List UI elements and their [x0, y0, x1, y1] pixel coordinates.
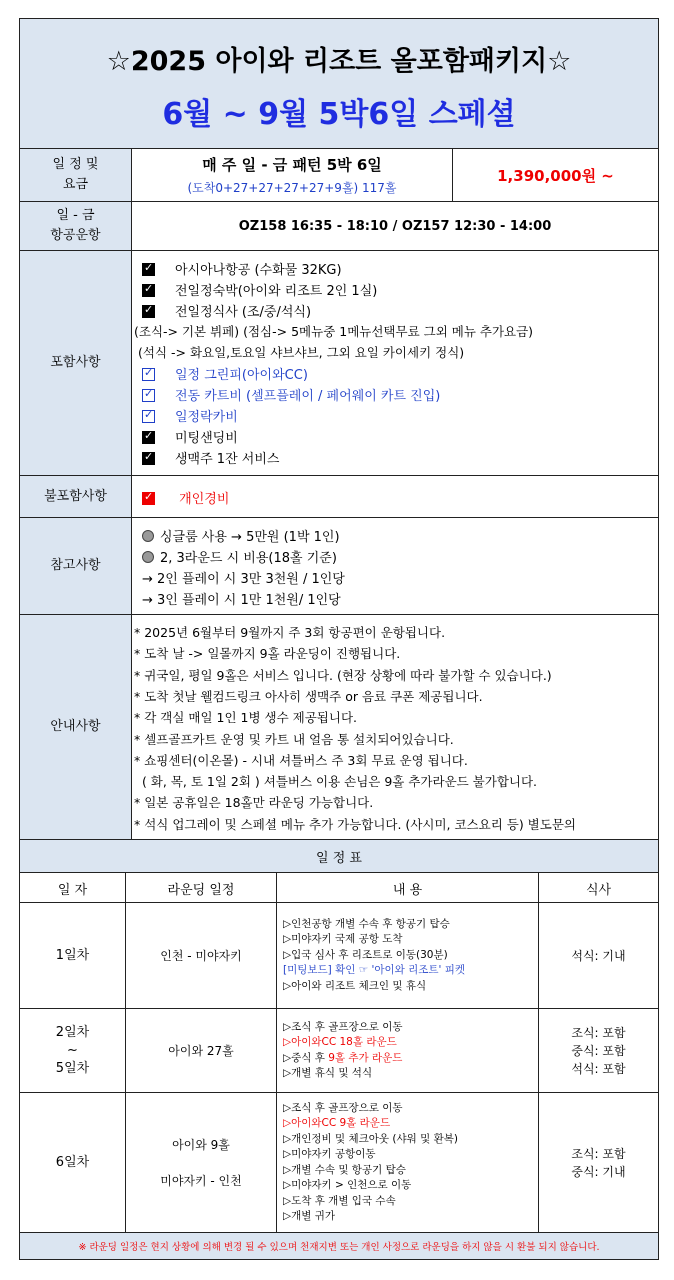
- reference-item: → 2인 플레이 시 3만 3천원 / 1인당: [142, 572, 345, 587]
- header-round: 라운딩 일정: [126, 873, 277, 903]
- flight-text: OZ158 16:35 - 18:10 / OZ157 12:30 - 14:00: [238, 218, 552, 234]
- excluded-content: [132, 476, 658, 517]
- day-meal: [539, 903, 658, 1008]
- content-line: ▷조식 후 골프장으로 이동: [283, 1101, 403, 1114]
- round-label: 아이와 27홀: [126, 1009, 277, 1092]
- meal-line: 조식: 포함: [571, 1146, 626, 1161]
- round-label: 아이와 9홀 미야자키 - 인천: [126, 1093, 277, 1232]
- guide-item: * 2025년 6월부터 9월까지 주 3회 항공편이 운항됩니다.: [134, 625, 446, 640]
- content-line: ▷인천공항 개별 수속 후 항공기 탑승: [283, 917, 450, 930]
- day-meal-lines: [571, 947, 625, 965]
- included-item: [142, 364, 308, 383]
- pattern-text: 매 주 일 - 금 패턴 5박 6일: [202, 156, 382, 174]
- content-line: ▷개별 휴식 및 석식: [283, 1067, 373, 1079]
- round-label: 인천 - 미야자키: [126, 903, 277, 1008]
- meal-line: 중식: 포함: [571, 1043, 626, 1058]
- reference-item: 2, 3라운드 시 비용(18홀 기준): [142, 547, 337, 566]
- check-icon: [142, 452, 155, 465]
- included-item: [142, 280, 377, 299]
- content-line: ▷미야자키 > 인천으로 이동: [283, 1179, 412, 1191]
- reference-item: 싱글룸 사용 → 5만원 (1박 1인): [142, 526, 340, 545]
- flight-label: 일 - 금 항공운항: [20, 202, 132, 250]
- guide-row: [20, 615, 658, 840]
- day-content-lines: [283, 1020, 403, 1082]
- included-item-text: 미팅샌딩비: [175, 431, 238, 446]
- guide-item: * 귀국일, 평일 9홀은 서비스 입니다. (현장 상황에 따라 불가할 수 있습니다.): [134, 667, 552, 683]
- day-label: 2일차 ~ 5일차: [20, 1009, 126, 1092]
- header-meal: 식사: [585, 882, 612, 898]
- content-line: ▷개인정비 및 체크아웃 (샤워 및 환복): [283, 1132, 458, 1145]
- day-content: [277, 1093, 539, 1232]
- guide-list: [132, 615, 658, 839]
- day-meal: [539, 1093, 658, 1232]
- footer-disclaimer: ※ 라운딩 일정은 현지 상황에 의해 변경 될 수 있으며 천재지변 또는 개인 사정으로 라운딩을 하지 않을 시 환불 되지 않습니다.: [20, 1233, 658, 1259]
- included-item: [142, 406, 238, 425]
- meal-line: 중식: 기내: [571, 1164, 626, 1179]
- title-line-1: ☆2025 아이와 리조트 올포함패키지☆: [106, 46, 572, 77]
- meal-line: 조식: 포함: [571, 1025, 626, 1040]
- included-item: (석식 -> 화요일,토요일 샤브샤브, 그외 요일 카이세키 정식): [138, 345, 465, 360]
- itinerary-day-2-5: [20, 1009, 658, 1093]
- day-meal-lines: [571, 1024, 625, 1078]
- check-icon: [142, 305, 155, 318]
- check-icon: [142, 284, 155, 297]
- included-item: [142, 301, 311, 320]
- included-item-text: 일정 그린피(아이와CC): [175, 368, 308, 383]
- itinerary-day-1: [20, 903, 658, 1009]
- guide-item: * 쇼핑센터(이온몰) - 시내 셔틀버스 주 3회 무료 운영 됩니다.: [134, 752, 468, 768]
- guide-item: * 각 객실 매일 1인 1병 생수 제공됩니다.: [134, 710, 357, 726]
- schedule-price-row: [20, 149, 658, 202]
- itinerary-title: 일 정 표: [20, 840, 658, 873]
- itinerary-day-6: [20, 1093, 658, 1233]
- title-line-2: 6월 ~ 9월 5박6일 스페셜: [162, 97, 516, 132]
- included-item-text: 전일정식사 (조/중/석식): [175, 305, 312, 320]
- content-line: ▷조식 후 골프장으로 이동: [283, 1020, 403, 1033]
- included-item-text: 전일정숙박(아이와 리조트 2인 1실): [175, 284, 378, 299]
- check-icon: [142, 431, 155, 444]
- content-line: ▷중식 후 9홀 추가 라운드: [283, 1051, 403, 1064]
- day-label: 6일차: [20, 1093, 126, 1232]
- included-row: [20, 251, 658, 476]
- content-line: ▷아이와CC 18홀 라운드: [283, 1036, 397, 1048]
- included-item-text: 아시아나항공 (수화물 32KG): [175, 263, 342, 278]
- day-label: 1일차: [20, 903, 126, 1008]
- included-item: [142, 448, 279, 467]
- bullet-dot-icon: [142, 551, 154, 563]
- day-content: [277, 903, 539, 1008]
- content-line: ▷도착 후 개별 입국 수속: [283, 1194, 396, 1207]
- excluded-item-text: 개인경비: [179, 492, 230, 507]
- guide-item: * 도착 첫날 웰컴드링크 아사히 생맥주 or 음료 쿠폰 제공됩니다.: [134, 688, 483, 704]
- included-item-text: 일정락카비: [175, 410, 238, 425]
- reference-item: → 3인 플레이 시 1만 1천원/ 1인당: [142, 593, 341, 608]
- reference-label: 참고사항: [20, 518, 132, 614]
- price-text: 1,390,000원 ~: [497, 166, 614, 185]
- included-list: [132, 251, 658, 475]
- day-content-lines: [283, 917, 465, 995]
- schedule-price-label: 일 정 및 요금: [20, 149, 132, 201]
- included-item: [142, 259, 342, 278]
- day-content-lines: [283, 1101, 458, 1225]
- reference-content: [132, 518, 658, 614]
- excluded-row: [20, 476, 658, 518]
- schedule-price-content: [132, 149, 658, 201]
- guide-item: * 셀프골프카트 운영 및 카트 내 얼음 통 설치되어있습니다.: [134, 731, 454, 747]
- day-content: [277, 1009, 539, 1092]
- included-item: (조식-> 기본 뷔페) (점심-> 5메뉴중 1메뉴선택무료 그외 메뉴 추가요금): [134, 324, 534, 339]
- check-icon: [142, 492, 155, 505]
- day-meal: [539, 1009, 658, 1092]
- meal-line: 석식: 포함: [571, 1061, 626, 1076]
- included-item: [142, 427, 238, 446]
- check-icon: [142, 368, 155, 381]
- guide-item: * 도착 날 -> 일몰까지 9홀 라운딩이 진행됩니다.: [134, 646, 401, 662]
- bullet-dot-icon: [142, 530, 154, 542]
- included-item-text: 생맥주 1잔 서비스: [175, 452, 280, 467]
- check-icon: [142, 263, 155, 276]
- guide-item: * 일본 공휴일은 18홀만 라운딩 가능합니다.: [134, 795, 374, 811]
- content-line: ▷개별 귀가: [283, 1210, 335, 1222]
- content-line: ▷아이와 리조트 체크인 및 휴식: [283, 979, 427, 992]
- meal-line: 석식: 기내: [571, 948, 626, 963]
- title-block: [20, 19, 658, 149]
- content-line: ▷개별 수속 및 항공기 탑승: [283, 1163, 406, 1176]
- package-sheet: [19, 18, 659, 1260]
- content-line: ▷미야자키 공항이동: [283, 1148, 376, 1160]
- pattern-cell: [132, 149, 453, 201]
- included-item: [142, 385, 440, 404]
- included-label: 포함사항: [20, 251, 132, 475]
- guide-item: * 석식 업그레이 및 스페셜 메뉴 추가 가능합니다. (사시미, 코스요리 등) 별도문의: [134, 816, 576, 832]
- content-line: ▷입국 심사 후 리조트로 이동(30분): [283, 948, 448, 961]
- check-icon: [142, 410, 155, 423]
- guide-label: 안내사항: [20, 615, 132, 839]
- reference-row: [20, 518, 658, 615]
- guide-item: ( 화, 목, 토 1일 2회 ) 셔틀버스 이용 손님은 9홀 추가라운드 불가합니다.: [134, 774, 538, 790]
- content-line: ▷아이와CC 9홀 라운드: [283, 1117, 391, 1129]
- included-item-text: 전동 카트비 (셀프플레이 / 페어웨이 카트 진입): [175, 389, 441, 404]
- content-line: [미팅보드] 확인 ☞ '아이와 리조트' 피켓: [283, 964, 466, 977]
- holes-text: (도착0+27+27+27+27+9홀) 117홀: [187, 181, 397, 195]
- header-day: 일 자: [20, 873, 126, 903]
- day-meal-lines: [571, 1145, 625, 1181]
- content-line: ▷미야자키 국제 공항 도착: [283, 933, 403, 946]
- excluded-item: [142, 488, 229, 507]
- itinerary-header: [20, 873, 658, 903]
- check-icon: [142, 389, 155, 402]
- excluded-label: 불포함사항: [20, 476, 132, 517]
- header-content: 내 용: [277, 873, 539, 903]
- flight-row: [20, 202, 658, 251]
